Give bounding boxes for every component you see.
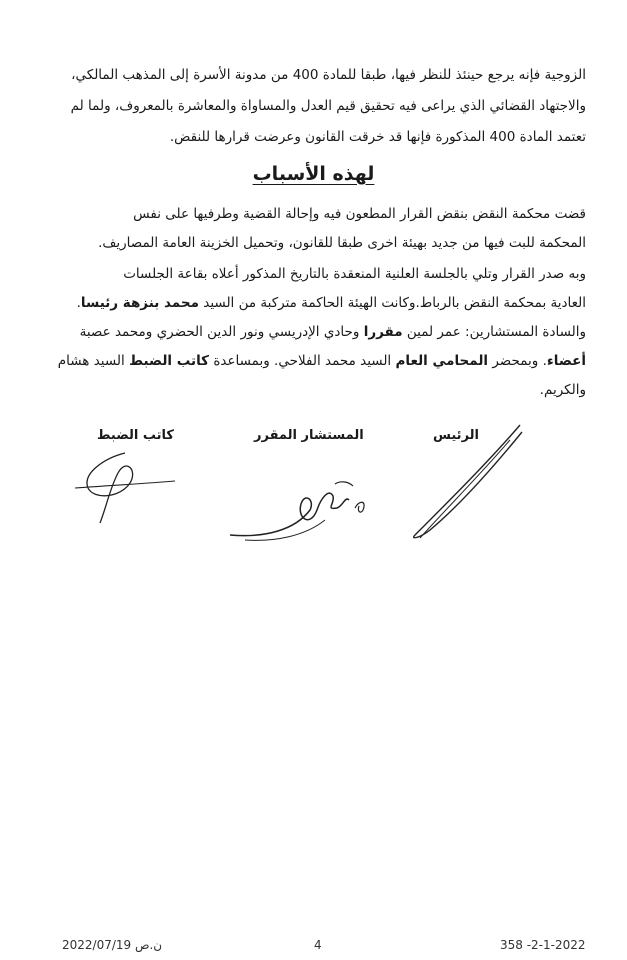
section-heading: لهذه الأسباب xyxy=(252,163,375,185)
paragraph-ruling xyxy=(38,200,586,258)
text-line: والاجتهاد القضائي الذي يراعى فيه تحقيق قيم العدل والمساواة والمعاشرة بالمعروف، ولما لم xyxy=(70,98,586,114)
text-line xyxy=(38,318,586,347)
text-fragment: والسادة المستشارين: عمر لمين xyxy=(406,324,586,340)
president-name: محمد بنزهة رئيسا xyxy=(80,295,199,311)
advocate-title: المحامي العام xyxy=(395,353,489,369)
text-line: المحكمة للبت فيها من جديد بهيئة اخرى طبقا للقانون، وتحميل الخزينة العامة المصاريف. xyxy=(98,235,586,251)
text-fragment: العادية بمحكمة النقض بالرباط.وكانت الهيئة الحاكمة متركبة من السيد xyxy=(203,295,586,311)
footer-date: ن.ص 2022/07/19 xyxy=(62,938,163,952)
paragraph-panel xyxy=(38,260,586,405)
rapporteur-signature xyxy=(225,470,385,550)
clerk-signature xyxy=(70,448,180,528)
text-line: الزوجية فإنه يرجع حينئذ للنظر فيها، طبقا للمادة 400 من مدونة الأسرة إلى المذهب المالكي، xyxy=(71,67,586,83)
president-signature xyxy=(390,420,530,550)
text-line: قضت محكمة النقض بنقض القرار المطعون فيه وإحالة القضية وطرفيها على نفس xyxy=(133,206,586,222)
clerk-title: كاتب الضبط xyxy=(129,353,210,369)
text-line: تعتمد المادة 400 المذكورة فإنها قد خرقت القانون وعرضت قرارها للنقض. xyxy=(169,129,586,145)
text-fragment: وحادي الإدريسي ونور الدين الحضري ومحمد عصبة xyxy=(79,324,360,340)
file-number: 358 -2-1-2022 xyxy=(500,938,586,952)
text-fragment: وبمحضر xyxy=(492,353,539,369)
paragraph-reasoning xyxy=(38,60,586,153)
president-label: الرئيس xyxy=(433,428,479,443)
text-line: العادية بمحكمة النقض بالرباط.وكانت الهيئة الحاكمة متركبة من السيد محمد بنزهة رئيسا. xyxy=(76,295,586,311)
text-line: وبه صدر القرار وتلي بالجلسة العلنية المنعقدة بالتاريخ المذكور أعلاه بقاعة الجلسات xyxy=(123,266,586,282)
text-line: والكريم. xyxy=(539,382,586,398)
text-line: أعضاء. وبمحضر المحامي العام السيد محمد الفلاحي. وبمساعدة كاتب الضبط السيد هشام xyxy=(57,353,586,369)
page-number: 4 xyxy=(314,938,322,952)
members-role: أعضاء xyxy=(546,353,586,369)
text-fragment: السيد هشام xyxy=(57,353,125,369)
rapporteur-label: المستشار المقرر xyxy=(254,428,364,443)
rapporteur-role: مقررا xyxy=(363,324,403,340)
text-fragment: السيد محمد الفلاحي. وبمساعدة xyxy=(213,353,392,369)
clerk-label: كاتب الضبط xyxy=(97,428,174,443)
